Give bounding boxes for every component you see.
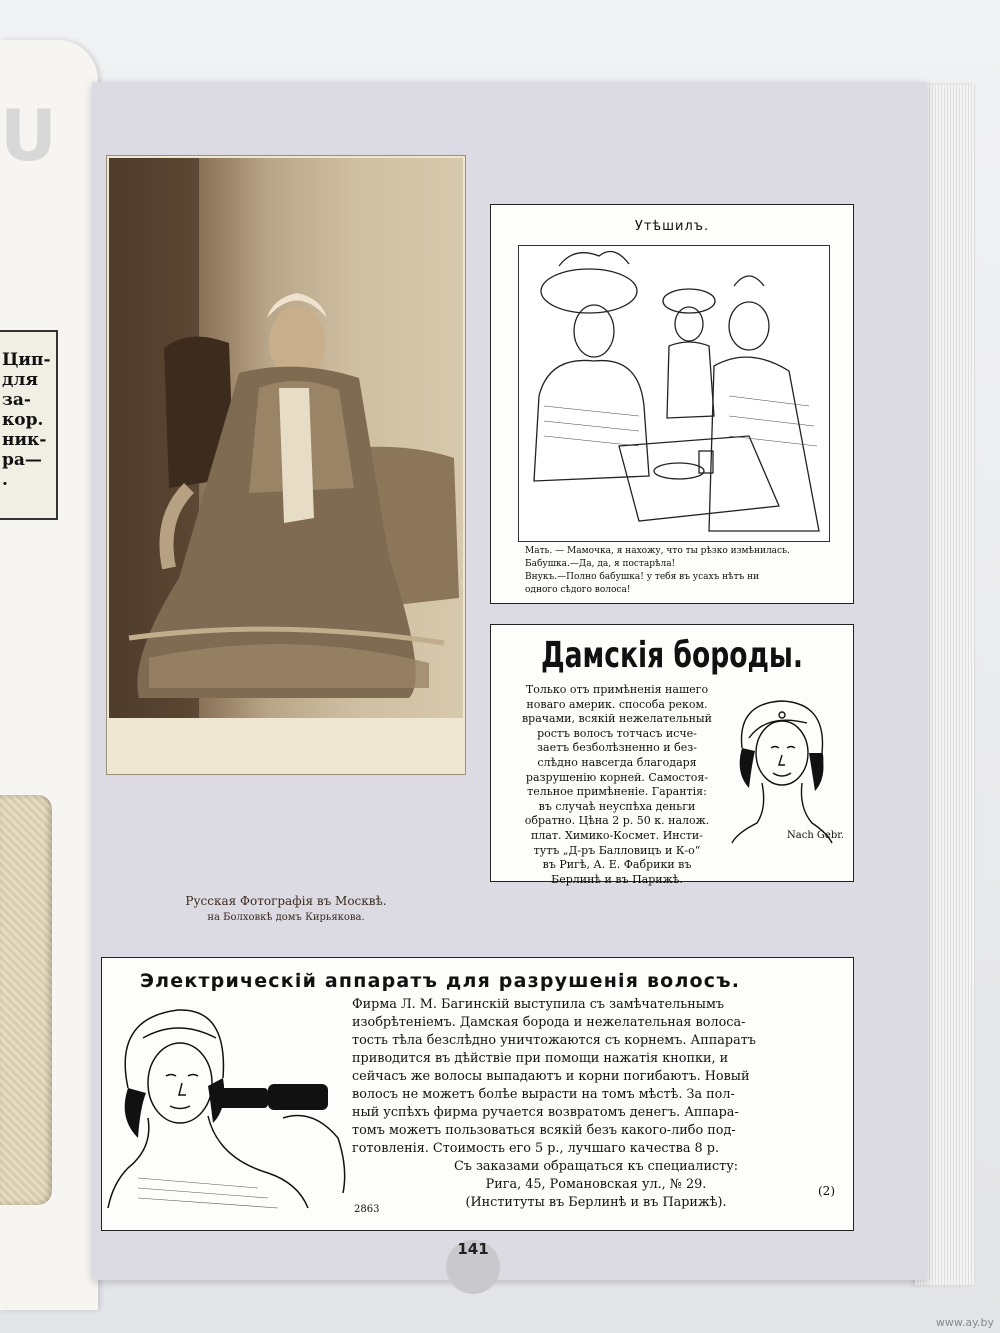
ad-line: тельное примѣненіе. Гарантія:	[527, 785, 707, 799]
dialogue-line: одного сѣдого волоса!	[525, 585, 631, 595]
cartoon-dialogue	[525, 545, 835, 597]
ad-line: заетъ безболѣзненно и без-	[537, 741, 697, 755]
ad-line: томъ можетъ пользоваться всякій безъ какого-либо под-	[352, 1123, 736, 1138]
cartoon-clipping	[490, 204, 854, 604]
ad-line: сейчасъ же волосы выпадаютъ и корни погибаютъ. Новый	[352, 1069, 750, 1084]
ad-line: обратно. Цѣна 2 р. 50 к. налож.	[524, 814, 710, 828]
clip-line: ник-	[2, 430, 47, 450]
ad-line: приводится въ дѣйствіе при помощи нажатія кнопки, и	[352, 1051, 729, 1066]
clip-line: кор.	[2, 410, 44, 430]
ad-line: Фирма Л. М. Багинскій выступила съ замѣчательнымъ	[352, 997, 725, 1012]
illustration-signature: Nach Gebr.	[787, 830, 845, 841]
ad-address-line: Съ заказами обращаться къ специалисту:	[453, 1159, 739, 1174]
ad-line: въ Ригѣ, А. Е. Фабрики въ	[542, 858, 692, 872]
clip-line: Цип-	[2, 350, 51, 370]
woman-portrait-illustration	[727, 693, 845, 853]
ad-line: ростъ волосъ тотчасъ исче-	[537, 726, 697, 740]
dialogue-line: Бабушка.—Да, да, я постарѣла!	[525, 559, 676, 569]
photo-caption-line2: на Болховкѣ домъ Кирьякова.	[207, 912, 365, 923]
ad-line: тость тѣла безслѣдно уничтожаются съ корнемъ. Аппаратъ	[352, 1033, 756, 1048]
portrait-image	[109, 158, 463, 718]
beard-ad-title: Дамскія бороды.	[540, 635, 804, 676]
ad-catalog-number: 2863	[354, 1204, 380, 1215]
ad-line: Только отъ примѣненія нашего	[525, 683, 709, 696]
watermark: www.ay.by	[935, 1316, 994, 1329]
ad-line: слѣдно навсегда благодаря	[537, 755, 697, 769]
page-number: 141	[446, 1240, 500, 1294]
beard-ad-text	[509, 683, 725, 887]
ad-address-line: Рига, 45, Романовская ул., № 29.	[485, 1177, 707, 1192]
clip-line: для	[2, 370, 38, 390]
clip-line: за-	[2, 390, 31, 410]
fabric-bookmark	[0, 795, 52, 1205]
electric-ad	[101, 957, 854, 1231]
ad-line: новаго америк. способа реком.	[526, 697, 708, 711]
vintage-photograph	[106, 155, 466, 923]
ad-line: изобрѣтеніемъ. Дамская борода и нежелательная волоса-	[352, 1015, 746, 1030]
ad-line: тутъ „Д-ръ Балловицъ и К-о“	[533, 843, 701, 857]
left-page-clipping	[0, 330, 58, 520]
ad-line: готовленія. Стоимость его 5 р., лучшаго качества 8 р.	[352, 1141, 720, 1156]
ad-line: разрушенію корней. Самостоя-	[525, 770, 709, 784]
dialogue-line: Мать. — Мамочка, я нахожу, что ты рѣзко измѣнилась.	[525, 546, 790, 556]
ad-line: врачами, всякій нежелательный	[521, 712, 713, 726]
photo-caption-line1: Русская Фотографія въ Москвѣ.	[185, 894, 387, 908]
clip-line: ра—	[2, 450, 42, 470]
ad-mark: (2)	[818, 1184, 835, 1198]
ad-line: ный успѣхъ фирма ручается возвратомъ денегъ. Аппара-	[352, 1105, 739, 1120]
cartoon-illustration	[518, 245, 830, 542]
cartoon-title: Утѣшилъ.	[634, 219, 710, 234]
beard-ad	[490, 624, 854, 886]
clip-line: .	[2, 470, 8, 490]
electric-ad-text	[352, 996, 840, 1212]
electric-ad-title: Электрическій аппаратъ для разрушенія волосъ.	[140, 970, 741, 992]
dialogue-line: Внукъ.—Полно бабушка! у тебя въ усахъ нѣтъ ни	[525, 572, 760, 582]
ad-line: въ случаѣ неуспѣха деньги	[538, 799, 696, 813]
ad-address-line: (Институты въ Берлинѣ и въ Парижѣ).	[465, 1195, 727, 1210]
woman-with-device-illustration	[108, 998, 358, 1213]
ad-line: волосъ не можетъ болѣе вырасти на томъ мѣстѣ. За пол-	[352, 1087, 735, 1102]
ad-line: Берлинѣ и въ Парижѣ.	[551, 872, 683, 886]
ad-line: плат. Химико-Космет. Инсти-	[531, 828, 703, 842]
left-page-letters: U	[0, 95, 57, 177]
